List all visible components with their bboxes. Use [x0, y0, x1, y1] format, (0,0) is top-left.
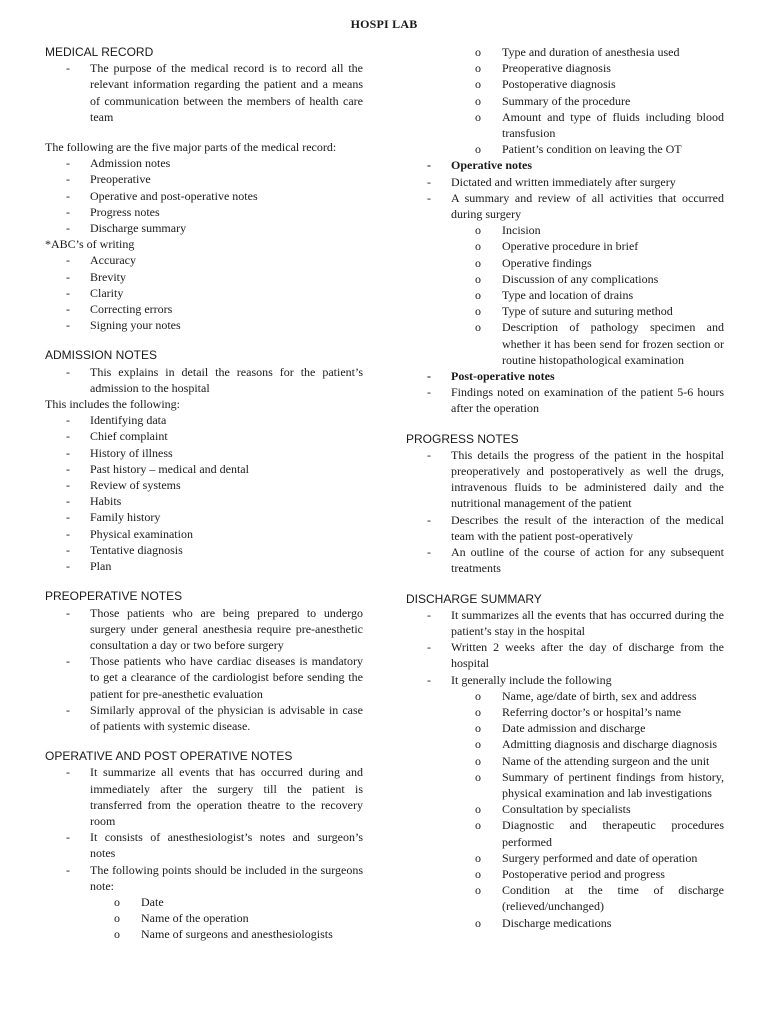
- sub-list-item: o Description of pathology specimen and whether it has been send for frozen section or routine histopathological examination: [406, 319, 724, 368]
- list-item: - History of illness: [45, 445, 363, 461]
- bullet-list: [45, 605, 363, 735]
- section-heading: PROGRESS NOTES: [406, 431, 519, 446]
- sub-list-item: o Summary of the procedure: [406, 93, 724, 109]
- list-item: - Those patients who are being prepared to undergo surgery under general anesthesia require pre-anesthetic consultation a day or two before surgery: [45, 605, 363, 654]
- admission-notes-section: [45, 347, 363, 574]
- list-item: - Discharge summary: [45, 220, 363, 236]
- bullet-list: [45, 412, 363, 574]
- list-item: - Describes the result of the interaction of the medical team with the patient post-operatively: [406, 512, 724, 544]
- bullet-list: [45, 60, 363, 125]
- sub-list-item: o Referring doctor’s or hospital’s name: [406, 704, 724, 720]
- preoperative-notes-section: [45, 588, 363, 734]
- list-item: - It summarizes all the events that has occurred during the patient’s stay in the hospital: [406, 607, 724, 639]
- bullet-list: [406, 607, 724, 688]
- bullet-list: [45, 252, 363, 333]
- sub-list-item: o Name, age/date of birth, sex and address: [406, 688, 724, 704]
- bullet-list: [45, 764, 363, 894]
- bullet-list: [406, 157, 724, 222]
- list-item: - Brevity: [45, 269, 363, 285]
- operative-notes-subheading: - Operative notes: [406, 157, 724, 173]
- list-item: - It summarize all events that has occurred during and immediately after the surgery till the patient is transferred from the operation theatre to the recovery room: [45, 764, 363, 829]
- list-item: - Signing your notes: [45, 317, 363, 333]
- list-item: - Findings noted on examination of the patient 5-6 hours after the operation: [406, 384, 724, 416]
- list-item: - Physical examination: [45, 526, 363, 542]
- list-item: - Identifying data: [45, 412, 363, 428]
- list-item: - Progress notes: [45, 204, 363, 220]
- sub-list-item: o Patient’s condition on leaving the OT: [406, 141, 724, 157]
- bullet-list: [45, 155, 363, 236]
- page-title: HOSPI LAB: [350, 17, 418, 31]
- list-item: - Correcting errors: [45, 301, 363, 317]
- bullet-list: [45, 364, 363, 396]
- left-column: [45, 44, 363, 943]
- section-heading: ADMISSION NOTES: [45, 348, 158, 363]
- list-item: - Past history – medical and dental: [45, 461, 363, 477]
- operative-notes-section: [45, 748, 363, 942]
- section-heading: DISCHARGE SUMMARY: [406, 591, 542, 606]
- sub-list-item: o Consultation by specialists: [406, 801, 724, 817]
- sub-list-item: o Postoperative diagnosis: [406, 76, 724, 92]
- list-item: - Written 2 weeks after the day of discharge from the hospital: [406, 639, 724, 671]
- sub-list-item: o Surgery performed and date of operation: [406, 850, 724, 866]
- sub-bullet-list: [45, 894, 363, 943]
- list-item: - The following points should be included in the surgeons note:: [45, 862, 363, 894]
- list-item: - Admission notes: [45, 155, 363, 171]
- list-item: - Chief complaint: [45, 428, 363, 444]
- list-item: - Plan: [45, 558, 363, 574]
- progress-notes-section: [406, 431, 724, 577]
- list-item: - Preoperative: [45, 171, 363, 187]
- list-item: - This details the progress of the patient in the hospital preoperatively and postoperatively as well the drugs, intravenous fluids to be administered daily and the nutritional management of the patient: [406, 447, 724, 512]
- sub-list-item: o Summary of pertinent findings from history, physical examination and lab investigations: [406, 769, 724, 801]
- sub-list-item: o Type and location of drains: [406, 287, 724, 303]
- sub-bullet-list: [406, 688, 724, 931]
- sub-bullet-list: [406, 44, 724, 157]
- list-item: - An outline of the course of action for any subsequent treatments: [406, 544, 724, 576]
- list-item: - Operative and post-operative notes: [45, 188, 363, 204]
- section-heading: PREOPERATIVE NOTES: [45, 589, 183, 604]
- sub-list-item: o Name of the operation: [45, 910, 363, 926]
- spacer: [45, 125, 363, 139]
- sub-list-item: o Postoperative period and progress: [406, 866, 724, 882]
- sub-list-item: o Date admission and discharge: [406, 720, 724, 736]
- sub-list-item: o Type of suture and suturing method: [406, 303, 724, 319]
- sub-list-item: o Operative procedure in brief: [406, 238, 724, 254]
- list-item: - Review of systems: [45, 477, 363, 493]
- list-item: - Accuracy: [45, 252, 363, 268]
- list-item: - Habits: [45, 493, 363, 509]
- medical-record-section: [45, 44, 363, 333]
- paragraph: The following are the five major parts of the medical record:: [45, 140, 337, 155]
- section-heading: OPERATIVE AND POST OPERATIVE NOTES: [45, 749, 293, 764]
- paragraph: *ABC’s of writing: [45, 237, 135, 252]
- sub-list-item: o Name of the attending surgeon and the unit: [406, 753, 724, 769]
- list-item: - This explains in detail the reasons for the patient’s admission to the hospital: [45, 364, 363, 396]
- list-item: - Those patients who have cardiac diseases is mandatory to get a clearance of the cardiologist before sending the patient for pre-anesthetic evaluation: [45, 653, 363, 702]
- sub-list-item: o Diagnostic and therapeutic procedures performed: [406, 817, 724, 849]
- sub-list-item: o Amount and type of fluids including blood transfusion: [406, 109, 724, 141]
- sub-list-item: o Operative findings: [406, 255, 724, 271]
- sub-list-item: o Incision: [406, 222, 724, 238]
- discharge-summary-section: [406, 591, 724, 931]
- section-heading: MEDICAL RECORD: [45, 45, 154, 59]
- sub-list-item: o Discussion of any complications: [406, 271, 724, 287]
- list-item: - It consists of anesthesiologist’s notes and surgeon’s notes: [45, 829, 363, 861]
- sub-list-item: o Preoperative diagnosis: [406, 60, 724, 76]
- sub-list-item: o Type and duration of anesthesia used: [406, 44, 724, 60]
- bullet-list: [406, 447, 724, 577]
- sub-bullet-list: [406, 222, 724, 368]
- list-item: - Clarity: [45, 285, 363, 301]
- post-operative-subheading: - Post-operative notes: [406, 368, 724, 384]
- list-item: - The purpose of the medical record is to record all the relevant information regarding the patient and a means of communication between the members of health care team: [45, 60, 363, 125]
- list-item: - Family history: [45, 509, 363, 525]
- sub-list-item: o Discharge medications: [406, 915, 724, 931]
- sub-list-item: o Date: [45, 894, 363, 910]
- sub-list-item: o Condition at the time of discharge (relieved/unchanged): [406, 882, 724, 914]
- list-item: - Similarly approval of the physician is advisable in case of patients with systemic disease.: [45, 702, 363, 734]
- sub-list-item: o Admitting diagnosis and discharge diagnosis: [406, 736, 724, 752]
- sub-list-item: o Name of surgeons and anesthesiologists: [45, 926, 363, 942]
- list-item: - It generally include the following: [406, 672, 724, 688]
- right-column: [406, 44, 724, 931]
- bullet-list: [406, 368, 724, 417]
- list-item: - Dictated and written immediately after surgery: [406, 174, 724, 190]
- list-item: - A summary and review of all activities that occurred during surgery: [406, 190, 724, 222]
- list-item: - Tentative diagnosis: [45, 542, 363, 558]
- paragraph: This includes the following:: [45, 397, 180, 412]
- operative-notes-continued: [406, 44, 724, 417]
